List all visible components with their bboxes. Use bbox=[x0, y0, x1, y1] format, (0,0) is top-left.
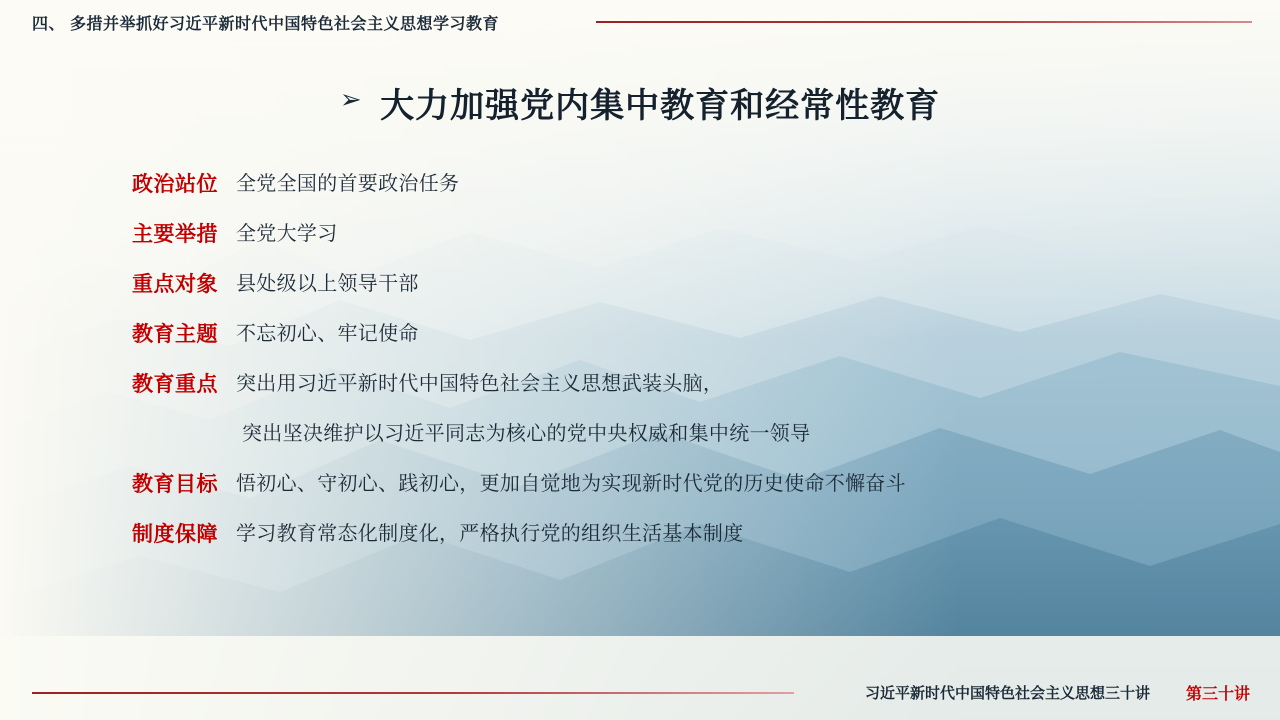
item-label: 教育目标 bbox=[132, 473, 218, 496]
footer bbox=[0, 672, 1280, 720]
content-list bbox=[0, 170, 1280, 570]
item-label: 制度保障 bbox=[132, 523, 218, 546]
item-label: 教育主题 bbox=[132, 323, 218, 346]
item-value: 县处级以上领导干部 bbox=[236, 273, 419, 295]
item-value-continued: 突出坚决维护以习近平同志为核心的党中央权威和集中统一领导 bbox=[242, 423, 811, 445]
item-value: 全党大学习 bbox=[236, 223, 338, 245]
footer-series-title: 习近平新时代中国特色社会主义思想三十讲 bbox=[864, 685, 1150, 702]
list-item bbox=[0, 220, 1280, 249]
page-title bbox=[0, 78, 1280, 127]
item-label: 重点对象 bbox=[132, 273, 218, 296]
page-title-text: 大力加强党内集中教育和经常性教育 bbox=[380, 87, 941, 125]
item-value: 全党全国的首要政治任务 bbox=[236, 173, 460, 195]
item-value: 突出用习近平新时代中国特色社会主义思想武装头脑， bbox=[236, 373, 724, 395]
item-label: 主要举措 bbox=[132, 223, 218, 246]
header bbox=[0, 0, 1280, 40]
item-value: 不忘初心、牢记使命 bbox=[236, 323, 419, 345]
list-item bbox=[0, 270, 1280, 299]
arrow-bullet-icon: ➢ bbox=[339, 83, 362, 114]
label-spacer bbox=[132, 420, 242, 449]
item-label: 政治站位 bbox=[132, 173, 218, 196]
header-divider-line bbox=[596, 21, 1252, 23]
footer-divider-line bbox=[32, 692, 794, 694]
item-value: 学习教育常态化制度化，严格执行党的组织生活基本制度 bbox=[236, 523, 744, 545]
list-item-continuation bbox=[0, 420, 1280, 449]
list-item bbox=[0, 170, 1280, 199]
list-item bbox=[0, 320, 1280, 349]
section-heading: 四、 多措并举抓好习近平新时代中国特色社会主义思想学习教育 bbox=[32, 16, 499, 33]
list-item bbox=[0, 520, 1280, 549]
list-item bbox=[0, 370, 1280, 399]
list-item bbox=[0, 470, 1280, 499]
footer-lecture-number: 第三十讲 bbox=[1185, 686, 1250, 703]
item-label: 教育重点 bbox=[132, 373, 218, 396]
item-value: 悟初心、守初心、践初心，更加自觉地为实现新时代党的历史使命不懈奋斗 bbox=[236, 473, 906, 495]
